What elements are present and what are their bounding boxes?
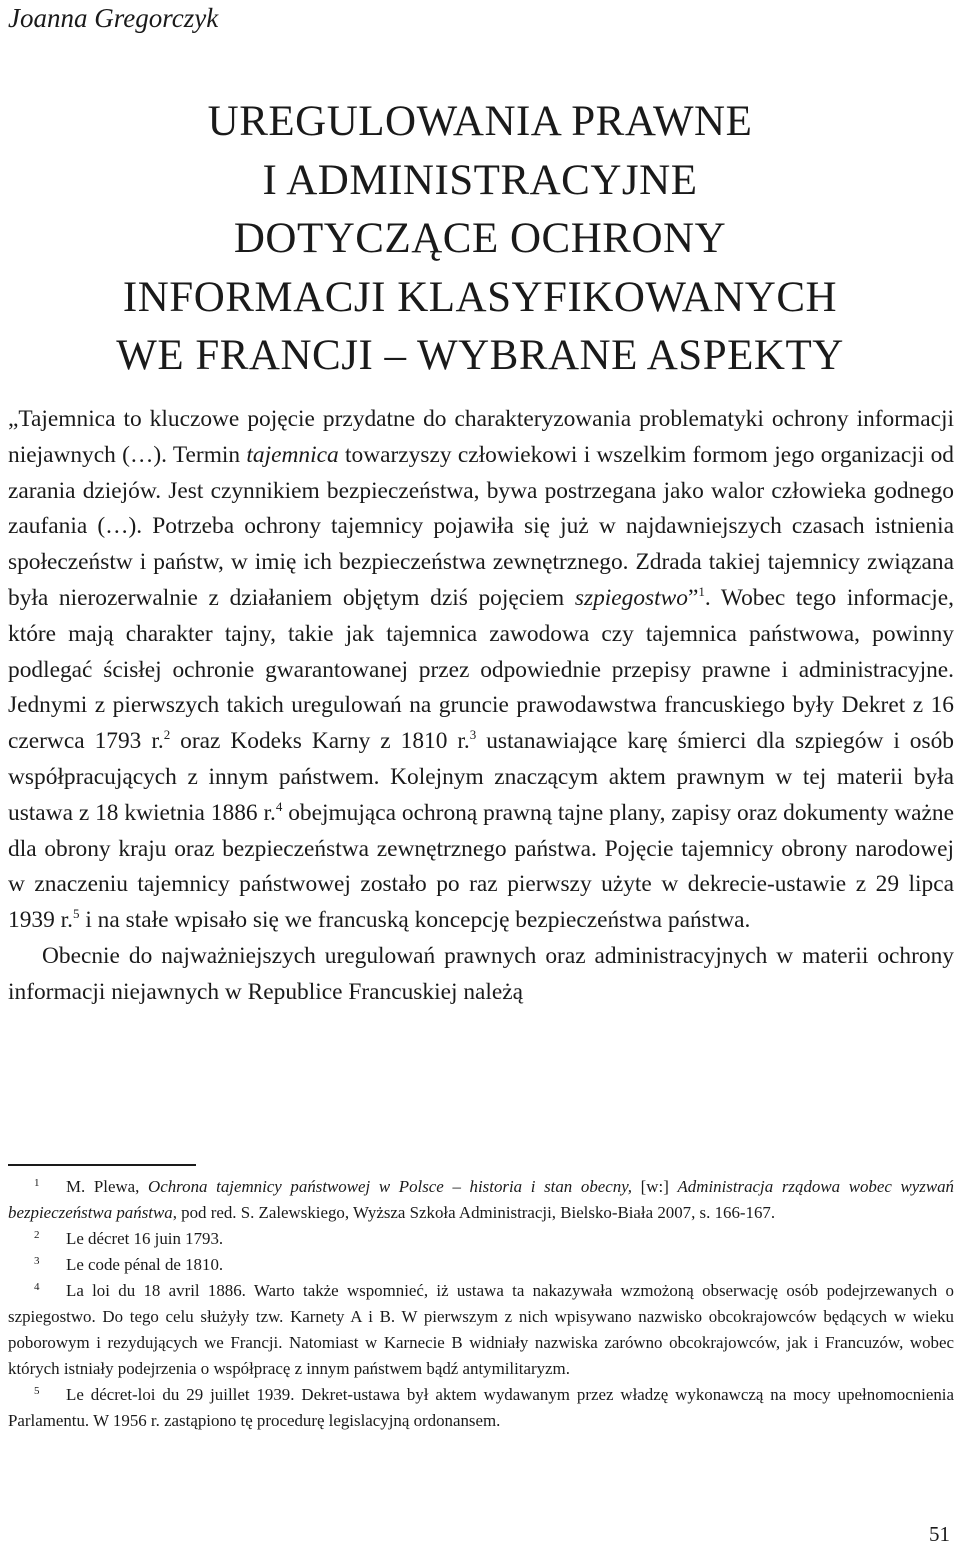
footnote-divider bbox=[8, 1164, 196, 1166]
text-run: , pod red. S. Zalewskiego, Wyższa Szkoła Administracji, Bielsko-Biała 2007, s. 166-167. bbox=[172, 1203, 776, 1222]
body-text bbox=[8, 402, 954, 1011]
text-run: [w:] bbox=[632, 1177, 678, 1196]
title-line: UREGULOWANIA PRAWNE bbox=[207, 98, 753, 145]
footnote-ref-5[interactable]: 5 bbox=[72, 906, 80, 922]
text-run: oraz Kodeks Karny z 1810 r. bbox=[170, 728, 470, 755]
footnote-2: 2 Le décret 16 juin 1793. bbox=[34, 1229, 224, 1248]
footnote-1: 1 M. Plewa, Ochrona tajemnicy państwowej w Polsce – historia i stan obecny, [w:] Administracja rządowa wobec wyzwań bezpieczeństwa państwa, pod red. S. Zalewskiego, Wyższa Szkoła Administracji, Bielsko-Biała 2007, s. 166-167. bbox=[8, 1177, 954, 1222]
page-number: 51 bbox=[929, 1522, 950, 1546]
page-title bbox=[0, 93, 960, 386]
italic-title: Ochrona tajemnicy państwowej w Polsce – historia i stan obecny, bbox=[148, 1177, 633, 1196]
title-line: DOTYCZĄCE OCHRONY bbox=[233, 215, 727, 262]
text-run: „Tajemnica to kluczowe pojęcie przydatne do charakteryzowania problematyki ochrony informacji niejawnych (…). Termin bbox=[8, 406, 954, 468]
text-run: i na stałe wpisało się we francuską koncepcję bezpieczeństwa państwa. bbox=[79, 907, 751, 934]
footnote-text: Le code pénal de 1810. bbox=[66, 1255, 224, 1274]
footnote-3: 3 Le code pénal de 1810. bbox=[34, 1255, 224, 1274]
text-run: ” bbox=[687, 584, 699, 611]
text-run: towarzyszy człowiekowi i wszelkim formom jego organizacji od zarania dziejów. Jest czynnikiem bezpieczeństwa, bywa postrzegana jako walor człowieka godnego zaufania (…). Potrzeba ochrony tajemnicy pojawiła się już w najdawniejszych czasach istnienia społeczeństw i państw, w imię ich bezpieczeństwa zewnętrznego. Zdrada takiej tajemnicy związana była nierozerwalnie z działaniem objętym dziś pojęciem bbox=[8, 441, 954, 611]
italic-term: szpiegostwo bbox=[574, 584, 688, 611]
text-run: . Wobec tego informacje, które mają charakter tajny, takie jak tajemnica zawodowa czy tajemnica państwowa, powinny podlegać ścisłej ochronie gwarantowanej przez odpowiednie przepisy prawne i administracyjne. Jednymi z pierwszych takich uregulowań na gruncie prawodawstwa francuskiego były Dekret z 16 czerwca 1793 r. bbox=[8, 584, 954, 755]
footnote-text: La loi du 18 avril 1886. Warto także wspomnieć, iż ustawa ta nakazywała wzmożoną obserwację osób podejrzewanych o szpiegostwo. Do tego celu służyły tzw. Karnety A i B. W pierwszym z nich wpisywano nazwisko obcokrajowców będących w wieku poborowym i rezydujących we Francji. Natomiast w Karnecie B widniały nazwiska zarówno obcokrajowców, jak i Francuzów, wobec których istniały podejrzenia o współpracę z innym państwem bądź antymilitaryzm. bbox=[8, 1281, 954, 1378]
paragraph-2: Obecnie do najważniejszych uregulowań prawnych oraz administracyjnych w materii ochrony informacji niejawnych w Republice Francuskiej należą bbox=[8, 942, 954, 1005]
italic-title: Administracja rządowa wobec wyzwań bezpieczeństwa państwa bbox=[8, 1177, 954, 1222]
footnotes bbox=[8, 1174, 954, 1434]
footnote-4: 4 La loi du 18 avril 1886. Warto także wspomnieć, iż ustawa ta nakazywała wzmożoną obserwację osób podejrzewanych o szpiegostwo. Do tego celu służyły tzw. Karnety A i B. W pierwszym z nich wpisywano nazwisko obcokrajowców będących w wieku poborowym i rezydujących we Francji. Natomiast w Karnecie B widniały nazwiska zarówno obcokrajowców, jak i Francuzów, wobec których istniały podejrzenia o współpracę z innym państwem bądź antymilitaryzm. bbox=[8, 1281, 954, 1378]
title-line: INFORMACJI KLASYFIKOWANYCH bbox=[122, 273, 838, 321]
footnote-text: Le décret 16 juin 1793. bbox=[66, 1229, 224, 1248]
footnote-5: 5 Le décret-loi du 29 juillet 1939. Dekret-ustawa był aktem wydawanym przez władzę wykonawczą na mocy upełnomocnienia Parlamentu. W 1956 r. zastąpiono tę procedurę legislacyjną ordonansem. bbox=[8, 1385, 954, 1430]
text-run: M. Plewa, bbox=[66, 1177, 149, 1196]
footnote-ref-3[interactable]: 3 bbox=[469, 727, 477, 743]
title-line: WE FRANCJI – WYBRANE ASPEKTY bbox=[116, 332, 844, 379]
text-run: ustanawiające karę śmierci dla szpiegów i osób współpracujących z innym państwem. Kolejnym znaczącym aktem prawnym w tej materii była ustawa z 18 kwietnia 1886 r. bbox=[8, 728, 954, 826]
paragraph-1 bbox=[8, 402, 954, 939]
footnote-text: Le décret-loi du 29 juillet 1939. Dekret-ustawa był aktem wydawanym przez władzę wykonawczą na mocy upełnomocnienia Parlamentu. W 1956 r. zastąpiono tę procedurę legislacyjną ordonansem. bbox=[8, 1385, 954, 1430]
text-run: obejmująca ochroną prawną tajne plany, zapisy oraz dokumenty ważne dla obrony kraju oraz bezpieczeństwa zewnętrznego państwa. Pojęcie tajemnicy obrony narodowej w znaczeniu tajemnicy państwowej zostało po raz pierwszy użyte w dekrecie-ustawie z 29 lipca 1939 r. bbox=[8, 799, 954, 934]
footnote-ref-2[interactable]: 2 bbox=[163, 727, 171, 743]
title-line: I ADMINISTRACYJNE bbox=[262, 156, 698, 204]
footnote-ref-1[interactable]: 1 bbox=[698, 583, 705, 599]
author-name: Joanna Gregorczyk bbox=[8, 3, 219, 33]
footnote-ref-4[interactable]: 4 bbox=[275, 798, 283, 814]
italic-term: tajemnica bbox=[246, 441, 339, 468]
